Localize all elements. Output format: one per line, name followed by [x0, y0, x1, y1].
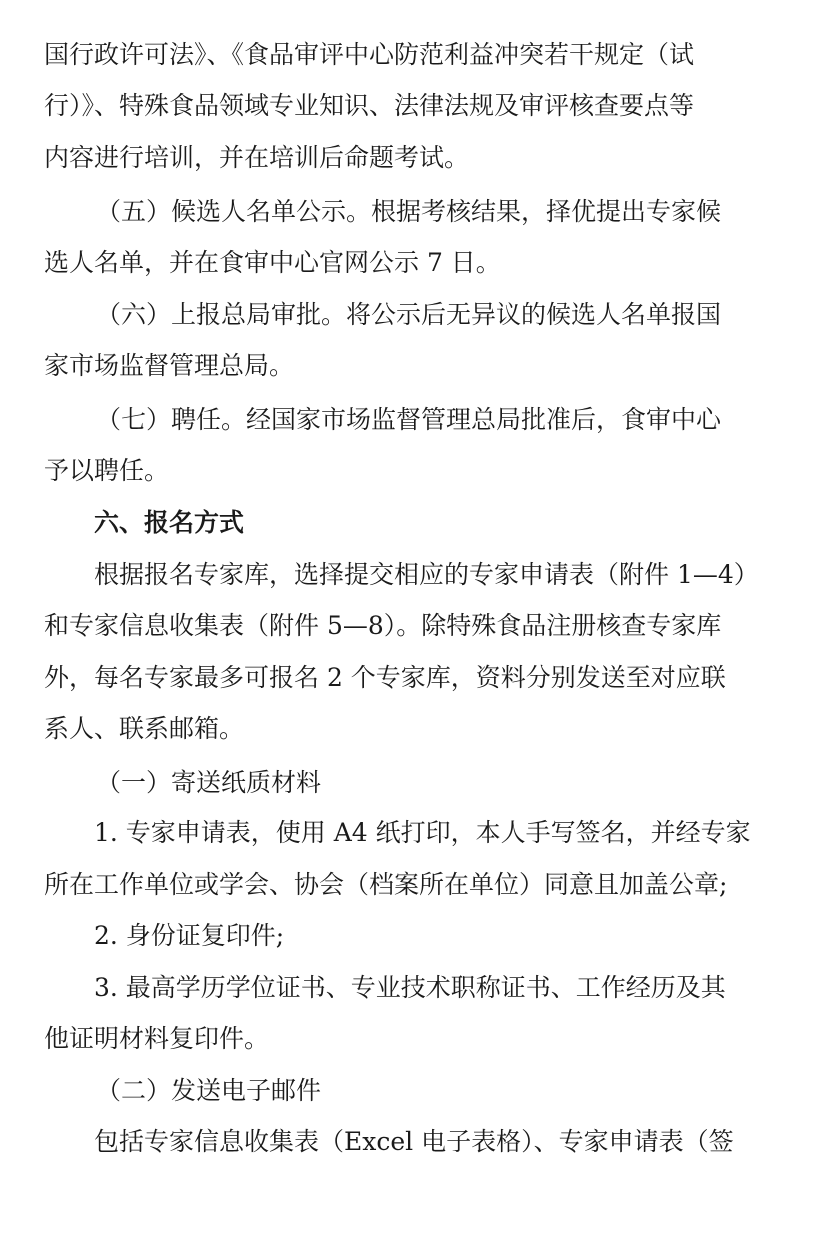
text-line: 所在工作单位或学会、协会（档案所在单位）同意且加盖公章; [44, 870, 728, 899]
text-line: 和专家信息收集表（附件 5—8）。除特殊食品注册核查专家库 [44, 611, 722, 640]
text-line: 选人名单，并在食审中心官网公示 7 日。 [44, 248, 501, 277]
text-line: 3. 最高学历学位证书、专业技术职称证书、工作经历及其 [94, 973, 726, 1002]
subsection-heading: （二）发送电子邮件 [96, 1076, 322, 1105]
text-line: 根据报名专家库，选择提交相应的专家申请表（附件 1—4） [94, 560, 759, 589]
text-line: 家市场监督管理总局。 [44, 351, 295, 380]
text-line: 内容进行培训，并在培训后命题考试。 [44, 143, 470, 172]
subsection-heading: （一）寄送纸质材料 [96, 768, 322, 797]
text-line: （六）上报总局审批。将公示后无异议的候选人名单报国 [96, 300, 722, 329]
text-line: 国行政许可法》、《食品审评中心防范利益冲突若干规定（试 [44, 40, 695, 69]
text-line: 外，每名专家最多可报名 2 个专家库，资料分别发送至对应联 [44, 663, 726, 692]
text-line: 系人、联系邮箱。 [44, 714, 245, 743]
text-line: 行）》、特殊食品领域专业知识、法律法规及审评核查要点等 [44, 91, 695, 120]
text-line: （七）聘任。经国家市场监督管理总局批准后，食审中心 [96, 405, 722, 434]
text-line: 予以聘任。 [44, 456, 170, 485]
text-line: 包括专家信息收集表（Excel 电子表格）、专家申请表（签 [94, 1127, 734, 1156]
text-line: 1. 专家申请表，使用 A4 纸打印，本人手写签名，并经专家 [94, 818, 751, 847]
text-line: 2. 身份证复印件; [94, 921, 285, 950]
text-line: 他证明材料复印件。 [44, 1024, 270, 1053]
section-heading: 六、报名方式 [94, 508, 245, 537]
text-line: （五）候选人名单公示。根据考核结果，择优提出专家候 [96, 197, 722, 226]
